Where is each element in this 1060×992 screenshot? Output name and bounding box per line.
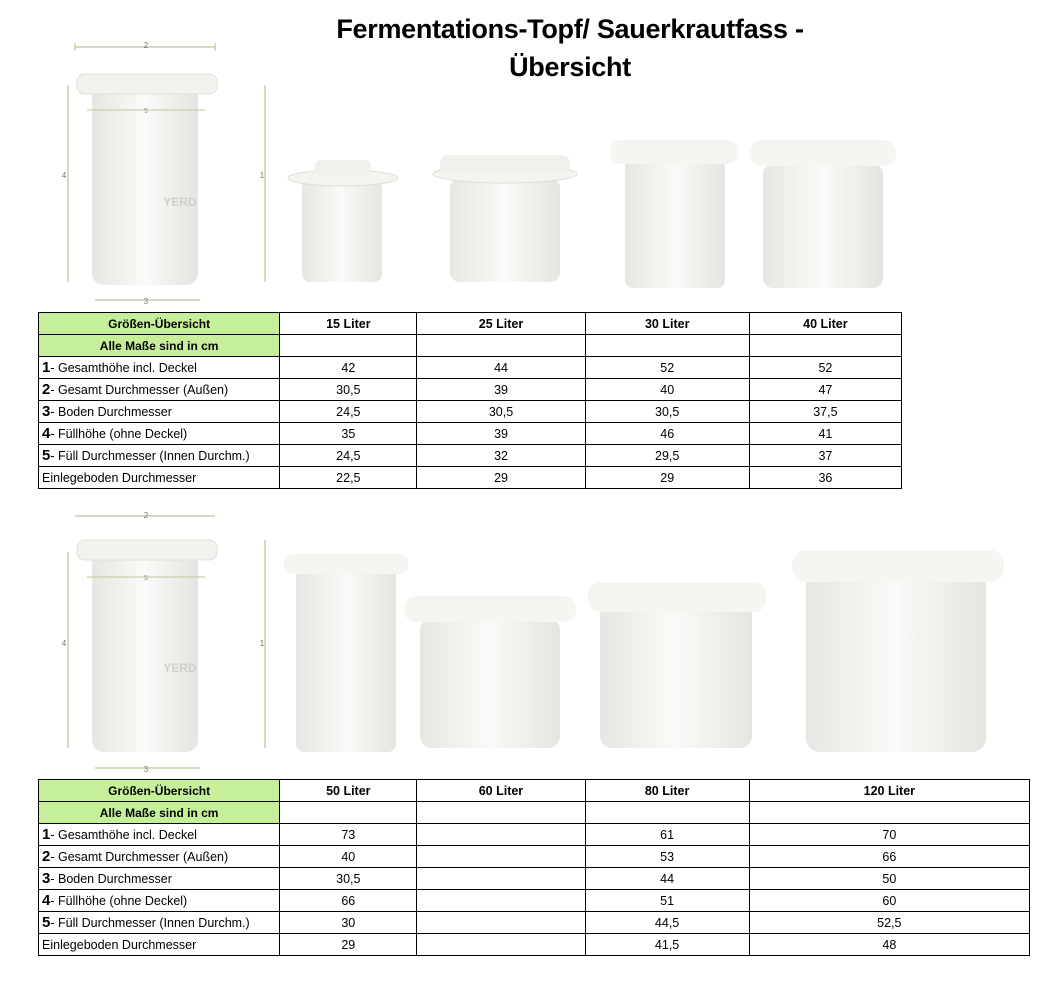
brand-logo: YERD	[163, 195, 197, 209]
dimension-diagram-top	[62, 41, 265, 306]
row-label: - Boden Durchmesser	[50, 405, 172, 419]
table-row	[39, 846, 1030, 868]
container-40l-photo	[750, 140, 896, 288]
container-60l-photo	[404, 596, 576, 748]
table-cell: 70	[749, 824, 1029, 846]
row-number: 4	[42, 425, 51, 442]
table-cell: 40	[280, 846, 417, 868]
container-body	[92, 85, 198, 285]
table-row	[39, 934, 1030, 956]
dim-label-2: 2	[143, 511, 149, 520]
container-body	[92, 552, 198, 752]
table-row	[39, 912, 1030, 934]
table-row	[39, 890, 1030, 912]
table-subheader: Alle Maße sind in cm	[39, 802, 280, 824]
table-header-row	[39, 780, 1030, 802]
table-cell: 36	[749, 467, 901, 489]
table-cell: 29	[585, 467, 749, 489]
table-cell: 30,5	[280, 379, 417, 401]
table-row	[39, 379, 902, 401]
table-cell: 37	[749, 445, 901, 467]
table-cell: 66	[749, 846, 1029, 868]
column-header: 40 Liter	[749, 313, 901, 335]
row-label: - Gesamt Durchmesser (Außen)	[50, 850, 229, 864]
table-cell: 29	[417, 467, 585, 489]
row-number: 4	[42, 892, 51, 909]
table-row	[39, 401, 902, 423]
dim-label-3: 3	[143, 297, 149, 306]
table-cell: 29	[280, 934, 417, 956]
table-cell: 52,5	[749, 912, 1029, 934]
table-cell: 39	[417, 379, 585, 401]
container-80l-photo	[588, 582, 766, 748]
dim-label-5: 5	[144, 575, 148, 582]
title-line-1: Fermentations-Topf/ Sauerkrautfass -	[336, 14, 804, 44]
table-subheader-row	[39, 335, 902, 357]
dim-label-1: 1	[259, 171, 265, 180]
table-subheader: Alle Maße sind in cm	[39, 335, 280, 357]
container-25l-photo	[433, 155, 577, 282]
table-cell: 29,5	[585, 445, 749, 467]
product-images-bottom	[0, 500, 1060, 778]
table-header: Größen-Übersicht	[39, 780, 280, 802]
row-number: 5	[42, 447, 51, 464]
table-cell: 30,5	[585, 401, 749, 423]
row-label: - Gesamthöhe incl. Deckel	[50, 361, 197, 375]
row-number: 5	[42, 914, 51, 931]
table-header: Größen-Übersicht	[39, 313, 280, 335]
table-row	[39, 357, 902, 379]
table-cell: 37,5	[749, 401, 901, 423]
product-images-top	[0, 0, 1060, 310]
row-label: - Füllhöhe (ohne Deckel)	[50, 427, 188, 441]
table-cell	[417, 890, 585, 912]
row-label: Einlegeboden Durchmesser	[42, 937, 197, 952]
table-cell: 46	[585, 423, 749, 445]
row-number: 1	[42, 359, 51, 376]
table-row	[39, 445, 902, 467]
dim-label-4: 4	[61, 639, 67, 648]
table-cell: 30,5	[280, 868, 417, 890]
table-cell: 30,5	[417, 401, 585, 423]
size-table-2	[38, 779, 1030, 956]
table-header-row	[39, 313, 902, 335]
container-50l-photo	[284, 554, 408, 752]
container-15l-photo	[288, 160, 398, 282]
table-cell: 44	[585, 868, 749, 890]
table-subheader-row	[39, 802, 1030, 824]
size-table-1	[38, 312, 902, 489]
table-cell	[417, 824, 585, 846]
column-header: 30 Liter	[585, 313, 749, 335]
container-120l-photo	[792, 550, 1004, 752]
dim-label-1: 1	[259, 639, 265, 648]
table-cell: 22,5	[280, 467, 417, 489]
dim-label-3: 3	[143, 765, 149, 774]
table-cell: 52	[585, 357, 749, 379]
table-cell	[417, 868, 585, 890]
title-line-2: Übersicht	[509, 52, 631, 82]
table-cell	[417, 934, 585, 956]
dim-label-5: 5	[144, 108, 148, 115]
table-cell: 73	[280, 824, 417, 846]
table-cell: 32	[417, 445, 585, 467]
table-cell: 51	[585, 890, 749, 912]
column-header: 50 Liter	[280, 780, 417, 802]
row-label: - Füllhöhe (ohne Deckel)	[50, 894, 188, 908]
row-number: 1	[42, 826, 51, 843]
container-lid	[77, 540, 217, 560]
table-cell	[417, 846, 585, 868]
row-number: 3	[42, 403, 51, 420]
table-cell: 24,5	[280, 401, 417, 423]
brand-logo: YERD	[163, 661, 197, 675]
row-number: 3	[42, 870, 51, 887]
row-label: - Füll Durchmesser (Innen Durchm.)	[50, 916, 250, 930]
table-cell: 47	[749, 379, 901, 401]
dim-label-2: 2	[143, 41, 149, 50]
table-cell: 24,5	[280, 445, 417, 467]
table-row	[39, 467, 902, 489]
row-label: - Boden Durchmesser	[50, 872, 172, 886]
row-label: - Gesamthöhe incl. Deckel	[50, 828, 197, 842]
table-cell	[417, 912, 585, 934]
table-cell: 61	[585, 824, 749, 846]
row-label: - Füll Durchmesser (Innen Durchm.)	[50, 449, 250, 463]
column-header: 25 Liter	[417, 313, 585, 335]
table-cell: 40	[585, 379, 749, 401]
table-cell: 30	[280, 912, 417, 934]
row-label: Einlegeboden Durchmesser	[42, 470, 197, 485]
dim-label-4: 4	[61, 171, 67, 180]
table-cell: 44	[417, 357, 585, 379]
table-cell: 53	[585, 846, 749, 868]
table-cell: 50	[749, 868, 1029, 890]
row-number: 2	[42, 381, 51, 398]
container-illustrations-bottom	[0, 500, 1060, 778]
table-cell: 44,5	[585, 912, 749, 934]
dimension-diagram-bottom	[62, 511, 265, 774]
container-illustrations-top	[0, 0, 1060, 310]
container-lid	[77, 74, 217, 94]
table-cell: 60	[749, 890, 1029, 912]
table-cell: 35	[280, 423, 417, 445]
table-cell: 41	[749, 423, 901, 445]
table-cell: 66	[280, 890, 417, 912]
column-header: 120 Liter	[749, 780, 1029, 802]
table-cell: 42	[280, 357, 417, 379]
table-cell: 48	[749, 934, 1029, 956]
column-header: 15 Liter	[280, 313, 417, 335]
table-row	[39, 824, 1030, 846]
row-label: - Gesamt Durchmesser (Außen)	[50, 383, 229, 397]
column-header: 80 Liter	[585, 780, 749, 802]
table-row	[39, 423, 902, 445]
table-row	[39, 868, 1030, 890]
row-number: 2	[42, 848, 51, 865]
table-cell: 41,5	[585, 934, 749, 956]
container-30l-photo	[610, 140, 738, 288]
table-cell: 39	[417, 423, 585, 445]
column-header: 60 Liter	[417, 780, 585, 802]
table-cell: 52	[749, 357, 901, 379]
